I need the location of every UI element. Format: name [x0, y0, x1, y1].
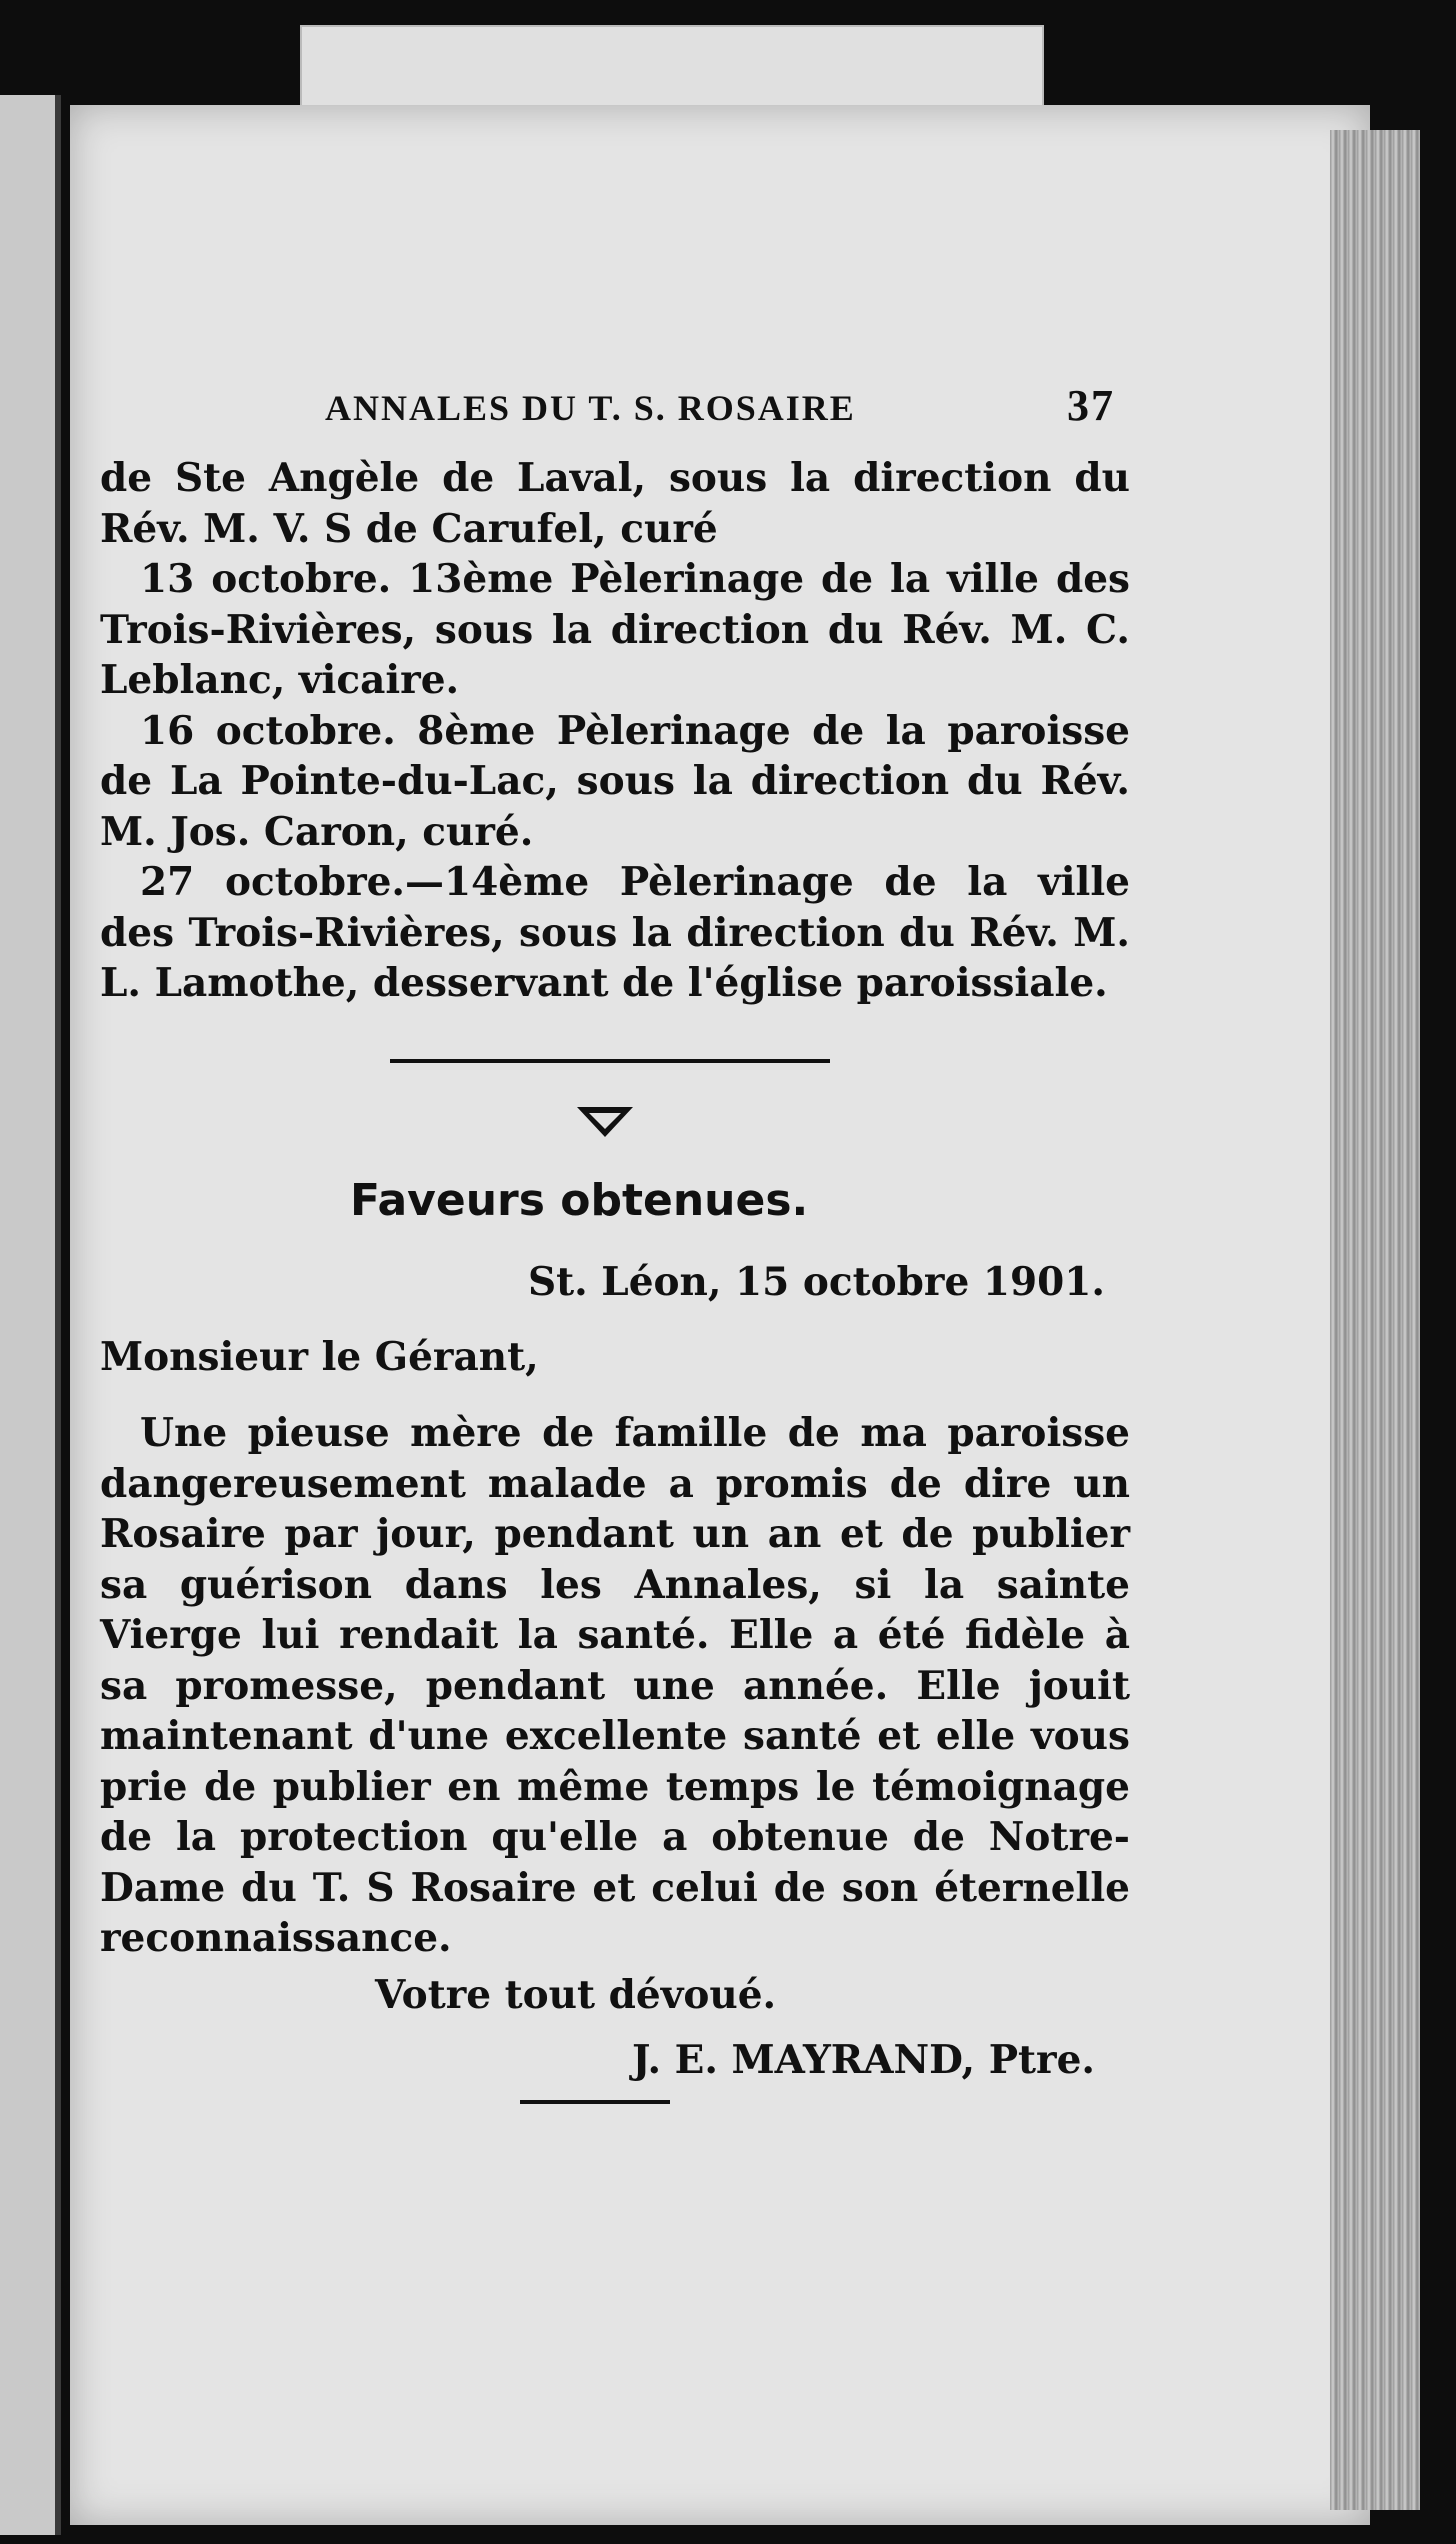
- section-title: Faveurs obtenues.: [350, 1174, 809, 1226]
- page-number: 37: [1067, 381, 1115, 430]
- paragraph-1: de Ste Angèle de Laval, sous la direction du Rév. M. V. S de Carufel, curé: [100, 455, 1130, 552]
- letter-salutation: Monsieur le Gérant,: [100, 1333, 539, 1380]
- page-stack-edge: [1330, 130, 1420, 2510]
- running-title: ANNALES DU T. S. ROSAIRE: [325, 388, 856, 428]
- page-content: [100, 380, 1130, 2104]
- paragraph-4: 27 octobre.—14ème Pèlerinage de la ville des Trois-Rivières, sous la direction du Rév. M. L. Lamothe, desservant de l'église paroissiale.: [100, 859, 1130, 1006]
- paragraph-3: 16 octobre. 8ème Pèlerinage de la paroisse de La Pointe-du-Lac, sous la direction du Rév. M. Jos. Caron, curé.: [100, 707, 1130, 855]
- paragraph-2: 13 octobre. 13ème Pèlerinage de la ville des Trois-Rivières, sous la direction du Rév. M. C. Leblanc, vicaire.: [100, 556, 1130, 703]
- ornament-icon: [575, 1101, 635, 1141]
- letter-signature: J. E. MAYRAND, Ptre.: [632, 2037, 1095, 2083]
- letter-closing: Votre tout dévoué.: [375, 1971, 777, 2018]
- end-rule: [520, 2100, 670, 2104]
- running-header: [325, 380, 1130, 431]
- letter-place-date: St. Léon, 15 octobre 1901.: [527, 1258, 1105, 1305]
- letter-body: Une pieuse mère de famille de ma paroisse dangereusement malade a promis de dire un Rosaire par jour, pendant un an et de publier sa guérison dans les Annales, si la sainte Vierge lui rendait la santé. Elle a été fidèle à sa promesse, pendant une année. Elle jouit maintenant d'une excellente santé et elle vous prie de publier en même temps le témoignage de la protection qu'elle a obtenue de Notre-Dame du T. S Rosaire et celui de son éternelle reconnaissance.: [100, 1410, 1130, 1961]
- left-page-edge: [0, 95, 61, 2535]
